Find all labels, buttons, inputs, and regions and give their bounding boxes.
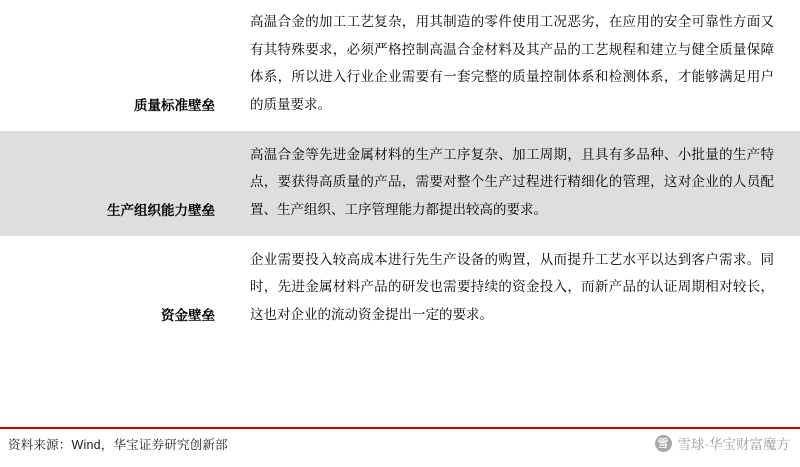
watermark-label: 雪球·华宝财富魔方 [677, 437, 790, 452]
table-row [0, 0, 800, 131]
row-label: 生产组织能力壁垒 [107, 203, 215, 219]
row-body: 高温合金等先进金属材料的生产工序复杂、加工周期，且具有多品种、小批量的生产特点，要获得高质量的产品，需要对整个生产过程进行精细化的管理，这对企业的人员配置、生产组织、工序管理能力都提出较高的要求。 [250, 146, 774, 218]
row-label: 资金壁垒 [161, 308, 215, 324]
row-body: 企业需要投入较高成本进行先生产设备的购置，从而提升工艺水平以达到客户需求。同时，先进金属材料产品的研发也需要持续的资金投入，而新产品的认证周期相对较长，这也对企业的流动资金提出一定的要求。 [250, 251, 774, 323]
source-note: 资料来源：Wind，华宝证券研究创新部 [8, 438, 228, 452]
table-row [0, 236, 800, 341]
footer-divider [0, 427, 800, 429]
row-label: 质量标准壁垒 [134, 98, 215, 114]
footer [0, 427, 800, 467]
row-body: 高温合金的加工工艺复杂，用其制造的零件使用工况恶劣，在应用的安全可靠性方面又有其特殊要求，必须严格控制高温合金材料及其产品的工艺规程和建立与健全质量保障体系，所以进入行业企业需要有一套完整的质量控制体系和检测体系，才能够满足用户的质量要求。 [250, 14, 774, 113]
watermark [655, 433, 791, 453]
table-row [0, 131, 800, 236]
snowball-logo-icon: 雪 [655, 435, 672, 452]
